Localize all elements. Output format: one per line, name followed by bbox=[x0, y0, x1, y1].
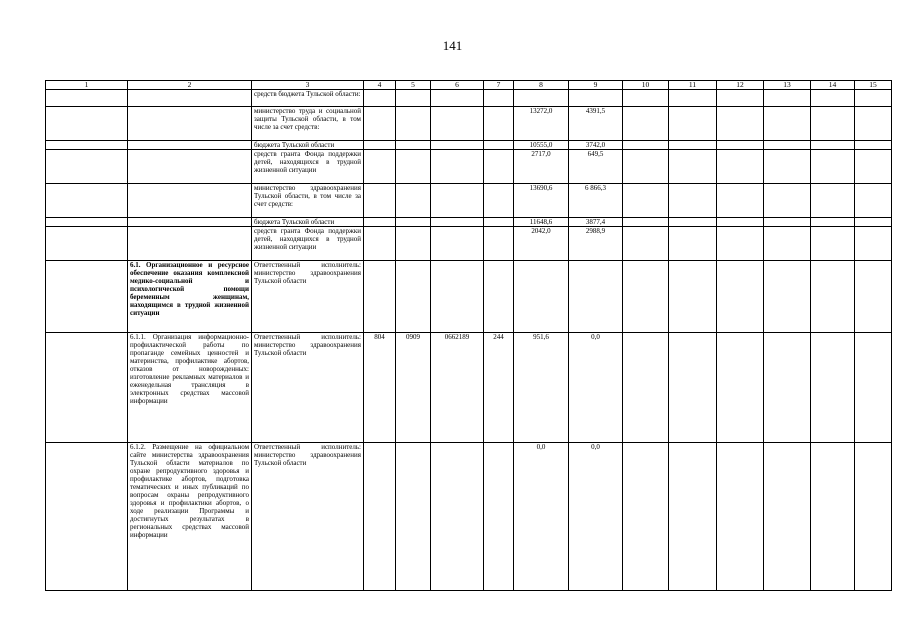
table-row bbox=[46, 227, 892, 261]
col-header: 8 bbox=[514, 81, 569, 90]
value-cell: 3877,4 bbox=[569, 218, 623, 227]
col-header: 7 bbox=[484, 81, 514, 90]
table-row bbox=[46, 184, 892, 218]
value-cell: 13272,0 bbox=[514, 107, 569, 141]
item-title: 6.1.1. Организация информационно-профилактической работы по пропаганде семейных ценностей и материнства, профилактике абортов, отказов от новорожденных: изготовление рекламных материалов и еженедельная трансляция в электронных средствах массовой информации bbox=[128, 333, 252, 443]
col-header: 15 bbox=[855, 81, 892, 90]
value-cell: 2042,0 bbox=[514, 227, 569, 261]
value-cell: 3742,0 bbox=[569, 141, 623, 150]
table-row bbox=[46, 90, 892, 107]
table-row bbox=[46, 218, 892, 227]
table-row bbox=[46, 141, 892, 150]
program-table bbox=[45, 80, 892, 591]
value-cell: 804 bbox=[364, 333, 396, 443]
value-cell: 6 866,3 bbox=[569, 184, 623, 218]
funding-source: бюджета Тульской области bbox=[252, 218, 364, 227]
value-cell: 0909 bbox=[396, 333, 431, 443]
section-title: 6.1. Организационное и ресурсное обеспечение оказания комплексной медико-социальной и психологической помощи беременным женщинам, находящимся в трудной жизненной ситуации bbox=[128, 261, 252, 333]
value-cell: 0,0 bbox=[514, 443, 569, 591]
col-header: 3 bbox=[252, 81, 364, 90]
value-cell: 0,0 bbox=[569, 333, 623, 443]
value-cell bbox=[569, 90, 623, 107]
col-header: 13 bbox=[764, 81, 811, 90]
col-header: 12 bbox=[717, 81, 764, 90]
col-header: 1 bbox=[46, 81, 128, 90]
col-header: 4 bbox=[364, 81, 396, 90]
funding-source: бюджета Тульской области bbox=[252, 141, 364, 150]
value-cell: 0662189 bbox=[431, 333, 484, 443]
page-number: 141 bbox=[442, 38, 463, 53]
value-cell: 649,5 bbox=[569, 150, 623, 184]
item-title: 6.1.2. Размещение на официальном сайте министерства здравоохранения Тульской области материалов по охране репродуктивного здоровья и профилактике абортов, подготовка тематических и иных публикаций по вопросам охраны репродуктивного здоровья и профилактики абортов, о ходе реализации Программы и достигнутых результатах в региональных средствах массовой информации bbox=[128, 443, 252, 591]
col-header: 10 bbox=[623, 81, 669, 90]
col-header: 6 bbox=[431, 81, 484, 90]
value-cell: 10555,0 bbox=[514, 141, 569, 150]
executor-cell: Ответственный исполнитель: министерство здравоохранения Тульской области bbox=[252, 261, 364, 333]
col-header: 2 bbox=[128, 81, 252, 90]
value-cell: 2988,9 bbox=[569, 227, 623, 261]
value-cell bbox=[514, 90, 569, 107]
value-cell: 4391,5 bbox=[569, 107, 623, 141]
table-row bbox=[46, 443, 892, 591]
col-header: 9 bbox=[569, 81, 623, 90]
executor-cell: Ответственный исполнитель: министерство здравоохранения Тульской области bbox=[252, 443, 364, 591]
funding-source: средств гранта Фонда поддержки детей, находящихся в трудной жизненной ситуации bbox=[252, 150, 364, 184]
table-row bbox=[46, 333, 892, 443]
header-row bbox=[46, 81, 892, 90]
table-row bbox=[46, 107, 892, 141]
funding-source: средств гранта Фонда поддержки детей, находящихся в трудной жизненной ситуации bbox=[252, 227, 364, 261]
funding-source: средств бюджета Тульской области: bbox=[252, 90, 364, 107]
col-header: 5 bbox=[396, 81, 431, 90]
value-cell: 11648,6 bbox=[514, 218, 569, 227]
value-cell: 244 bbox=[484, 333, 514, 443]
value-cell: 2717,0 bbox=[514, 150, 569, 184]
funding-source: министерство здравоохранения Тульской области, в том числе за счет средств: bbox=[252, 184, 364, 218]
value-cell: 0,0 bbox=[569, 443, 623, 591]
value-cell: 951,6 bbox=[514, 333, 569, 443]
funding-source: министерство труда и социальной защиты Тульской области, в том числе за счет средств: bbox=[252, 107, 364, 141]
col-header: 11 bbox=[669, 81, 717, 90]
table-row bbox=[46, 150, 892, 184]
col-header: 14 bbox=[811, 81, 855, 90]
value-cell: 13690,6 bbox=[514, 184, 569, 218]
executor-cell: Ответственный исполнитель: министерство здравоохранения Тульской области bbox=[252, 333, 364, 443]
table-row bbox=[46, 261, 892, 333]
